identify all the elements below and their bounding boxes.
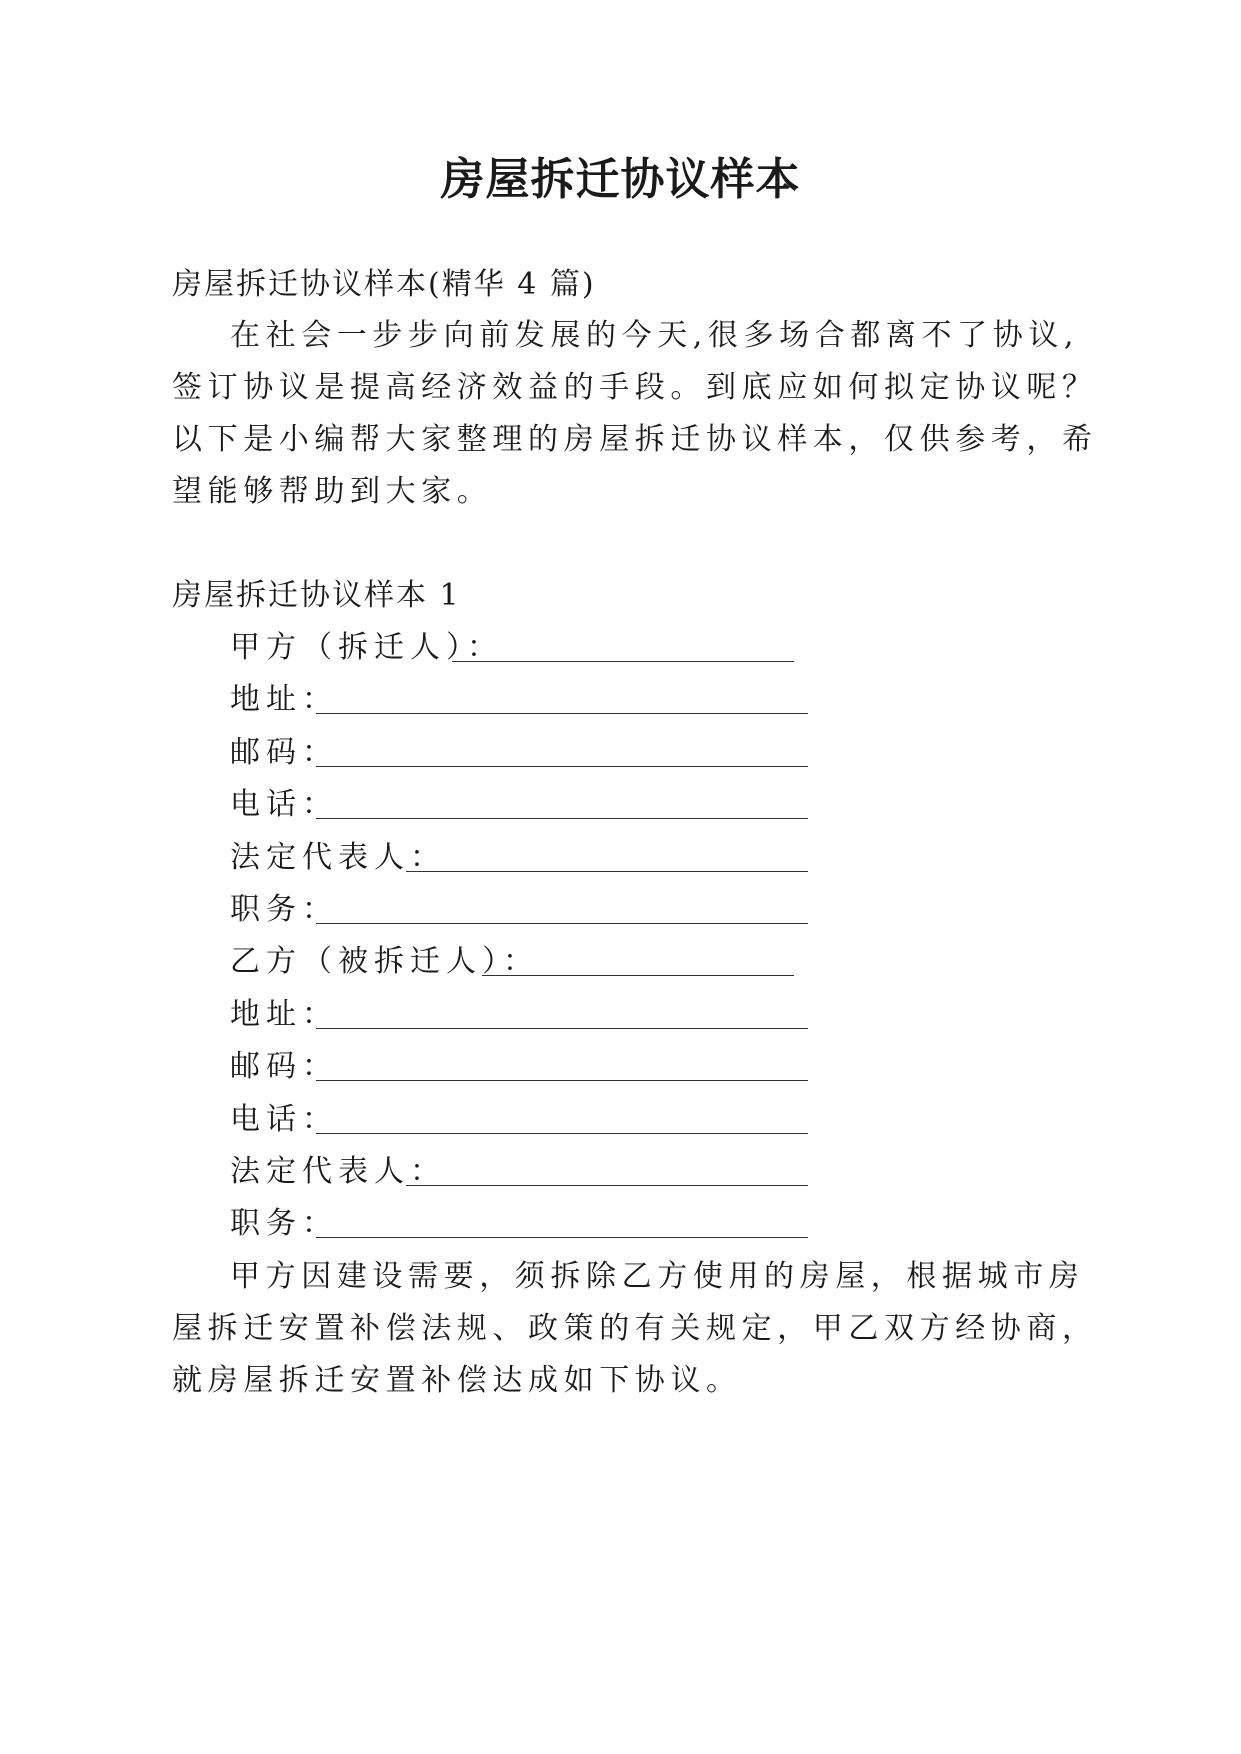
party-a-postcode-label: 邮码： [230, 735, 338, 770]
party-b-label: 乙方（被拆迁人）： [230, 944, 539, 979]
party-a-position-blank[interactable] [316, 923, 808, 924]
party-b-postcode-blank[interactable] [316, 1080, 808, 1081]
party-b-representative-field [230, 1152, 810, 1192]
party-b-address-field [230, 995, 810, 1035]
party-b-representative-label: 法定代表人： [230, 1154, 446, 1189]
party-b-representative-blank[interactable] [406, 1185, 808, 1186]
body-line: 就房屋拆迁安置补偿达成如下协议。 [172, 1363, 742, 1398]
document-subtitle: 房屋拆迁协议样本(精华 4 篇) [172, 267, 596, 302]
body-line: 甲方因建设需要，须拆除乙方使用的房屋，根据城市房 [230, 1259, 1085, 1294]
party-b-phone-blank[interactable] [316, 1133, 808, 1134]
party-b-position-label: 职务： [230, 1206, 338, 1241]
party-b-address-blank[interactable] [316, 1028, 808, 1029]
party-a-position-label: 职务： [230, 892, 338, 927]
party-a-blank[interactable] [452, 661, 794, 662]
party-b-position-blank[interactable] [316, 1237, 808, 1238]
party-a-postcode-blank[interactable] [316, 766, 808, 767]
section-heading: 房屋拆迁协议样本 1 [172, 578, 461, 613]
party-b-address-label: 地址： [230, 997, 338, 1032]
party-b-postcode-field [230, 1047, 810, 1087]
party-a-field [230, 628, 796, 668]
party-a-representative-label: 法定代表人： [230, 840, 446, 875]
intro-line: 望能够帮助到大家。 [172, 474, 493, 509]
intro-line: 以下是小编帮大家整理的房屋拆迁协议样本，仅供参考，希 [172, 422, 1098, 457]
party-a-label: 甲方（拆迁人）： [230, 630, 503, 665]
party-a-address-label: 地址： [230, 682, 338, 717]
party-b-phone-label: 电话： [230, 1102, 338, 1137]
intro-line: 签订协议是提高经济效益的手段。到底应如何拟定协议呢？ [172, 370, 1098, 405]
party-a-position-field [230, 890, 810, 930]
document-title: 房屋拆迁协议样本 [440, 154, 801, 205]
party-a-phone-label: 电话： [230, 787, 338, 822]
intro-line: 在社会一步步向前发展的今天,很多场合都离不了协议, [230, 318, 1080, 353]
party-a-address-blank[interactable] [316, 713, 808, 714]
body-line: 屋拆迁安置补偿法规、政策的有关规定，甲乙双方经协商， [172, 1311, 1098, 1346]
party-b-position-field [230, 1204, 810, 1244]
party-a-address-field [230, 680, 810, 720]
party-a-postcode-field [230, 733, 810, 773]
party-a-representative-field [230, 838, 810, 878]
party-b-phone-field [230, 1100, 810, 1140]
party-a-phone-field [230, 785, 810, 825]
party-b-postcode-label: 邮码： [230, 1049, 338, 1084]
party-b-blank[interactable] [482, 975, 794, 976]
party-a-representative-blank[interactable] [406, 871, 808, 872]
party-a-phone-blank[interactable] [316, 818, 808, 819]
party-b-field [230, 942, 796, 982]
